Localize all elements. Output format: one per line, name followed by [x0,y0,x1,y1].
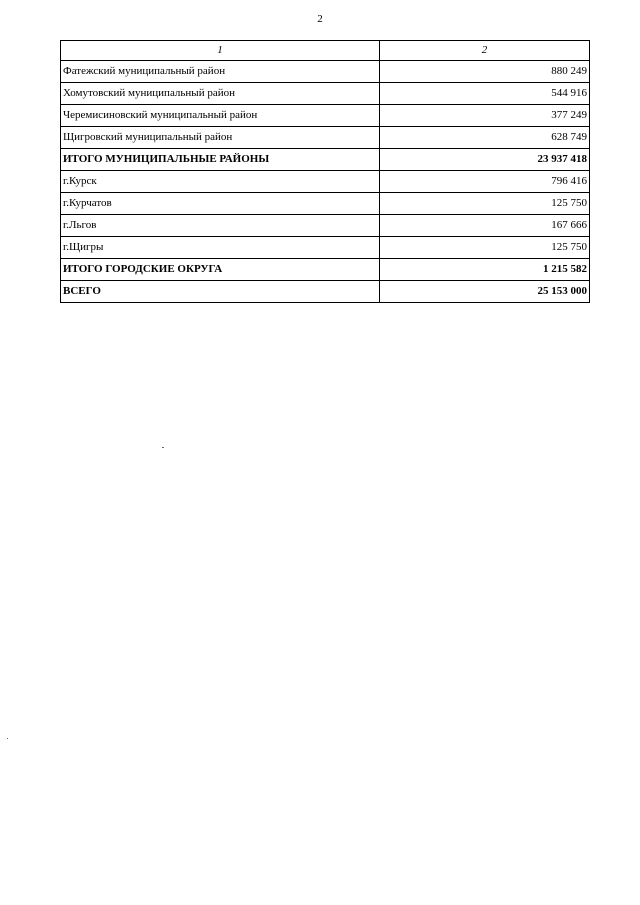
row-name: г.Льгов [61,215,380,237]
subtotal-name: ИТОГО МУНИЦИПАЛЬНЫЕ РАЙОНЫ [61,149,380,171]
table-row [61,215,590,237]
row-value: 167 666 [380,215,590,237]
row-value: 125 750 [380,237,590,259]
table-header-row [61,41,590,61]
row-value: 544 916 [380,83,590,105]
row-value: 880 249 [380,61,590,83]
table-row [61,127,590,149]
row-name: Щигровский муниципальный район [61,127,380,149]
row-value: 377 249 [380,105,590,127]
table-row [61,61,590,83]
row-value: 125 750 [380,193,590,215]
grand-total-row [61,281,590,303]
grand-total-value: 25 153 000 [380,281,590,303]
row-value: 628 749 [380,127,590,149]
scan-speck [7,738,8,739]
table-row [61,105,590,127]
subtotal-value: 23 937 418 [380,149,590,171]
row-name: Фатежский муниципальный район [61,61,380,83]
subtotal-value: 1 215 582 [380,259,590,281]
allocation-table [60,40,590,303]
column-header-1: 1 [61,41,380,61]
subtotal-name: ИТОГО ГОРОДСКИЕ ОКРУГА [61,259,380,281]
row-name: г.Курчатов [61,193,380,215]
subtotal-row [61,149,590,171]
grand-total-name: ВСЕГО [61,281,380,303]
row-name: Черемисиновский муниципальный район [61,105,380,127]
table-row [61,83,590,105]
row-value: 796 416 [380,171,590,193]
row-name: г.Курск [61,171,380,193]
table-row [61,193,590,215]
scan-speck [162,447,164,448]
column-header-2: 2 [380,41,590,61]
row-name: Хомутовский муниципальный район [61,83,380,105]
table-row [61,237,590,259]
table-row [61,171,590,193]
row-name: г.Щигры [61,237,380,259]
page-number: 2 [317,13,323,25]
subtotal-row [61,259,590,281]
